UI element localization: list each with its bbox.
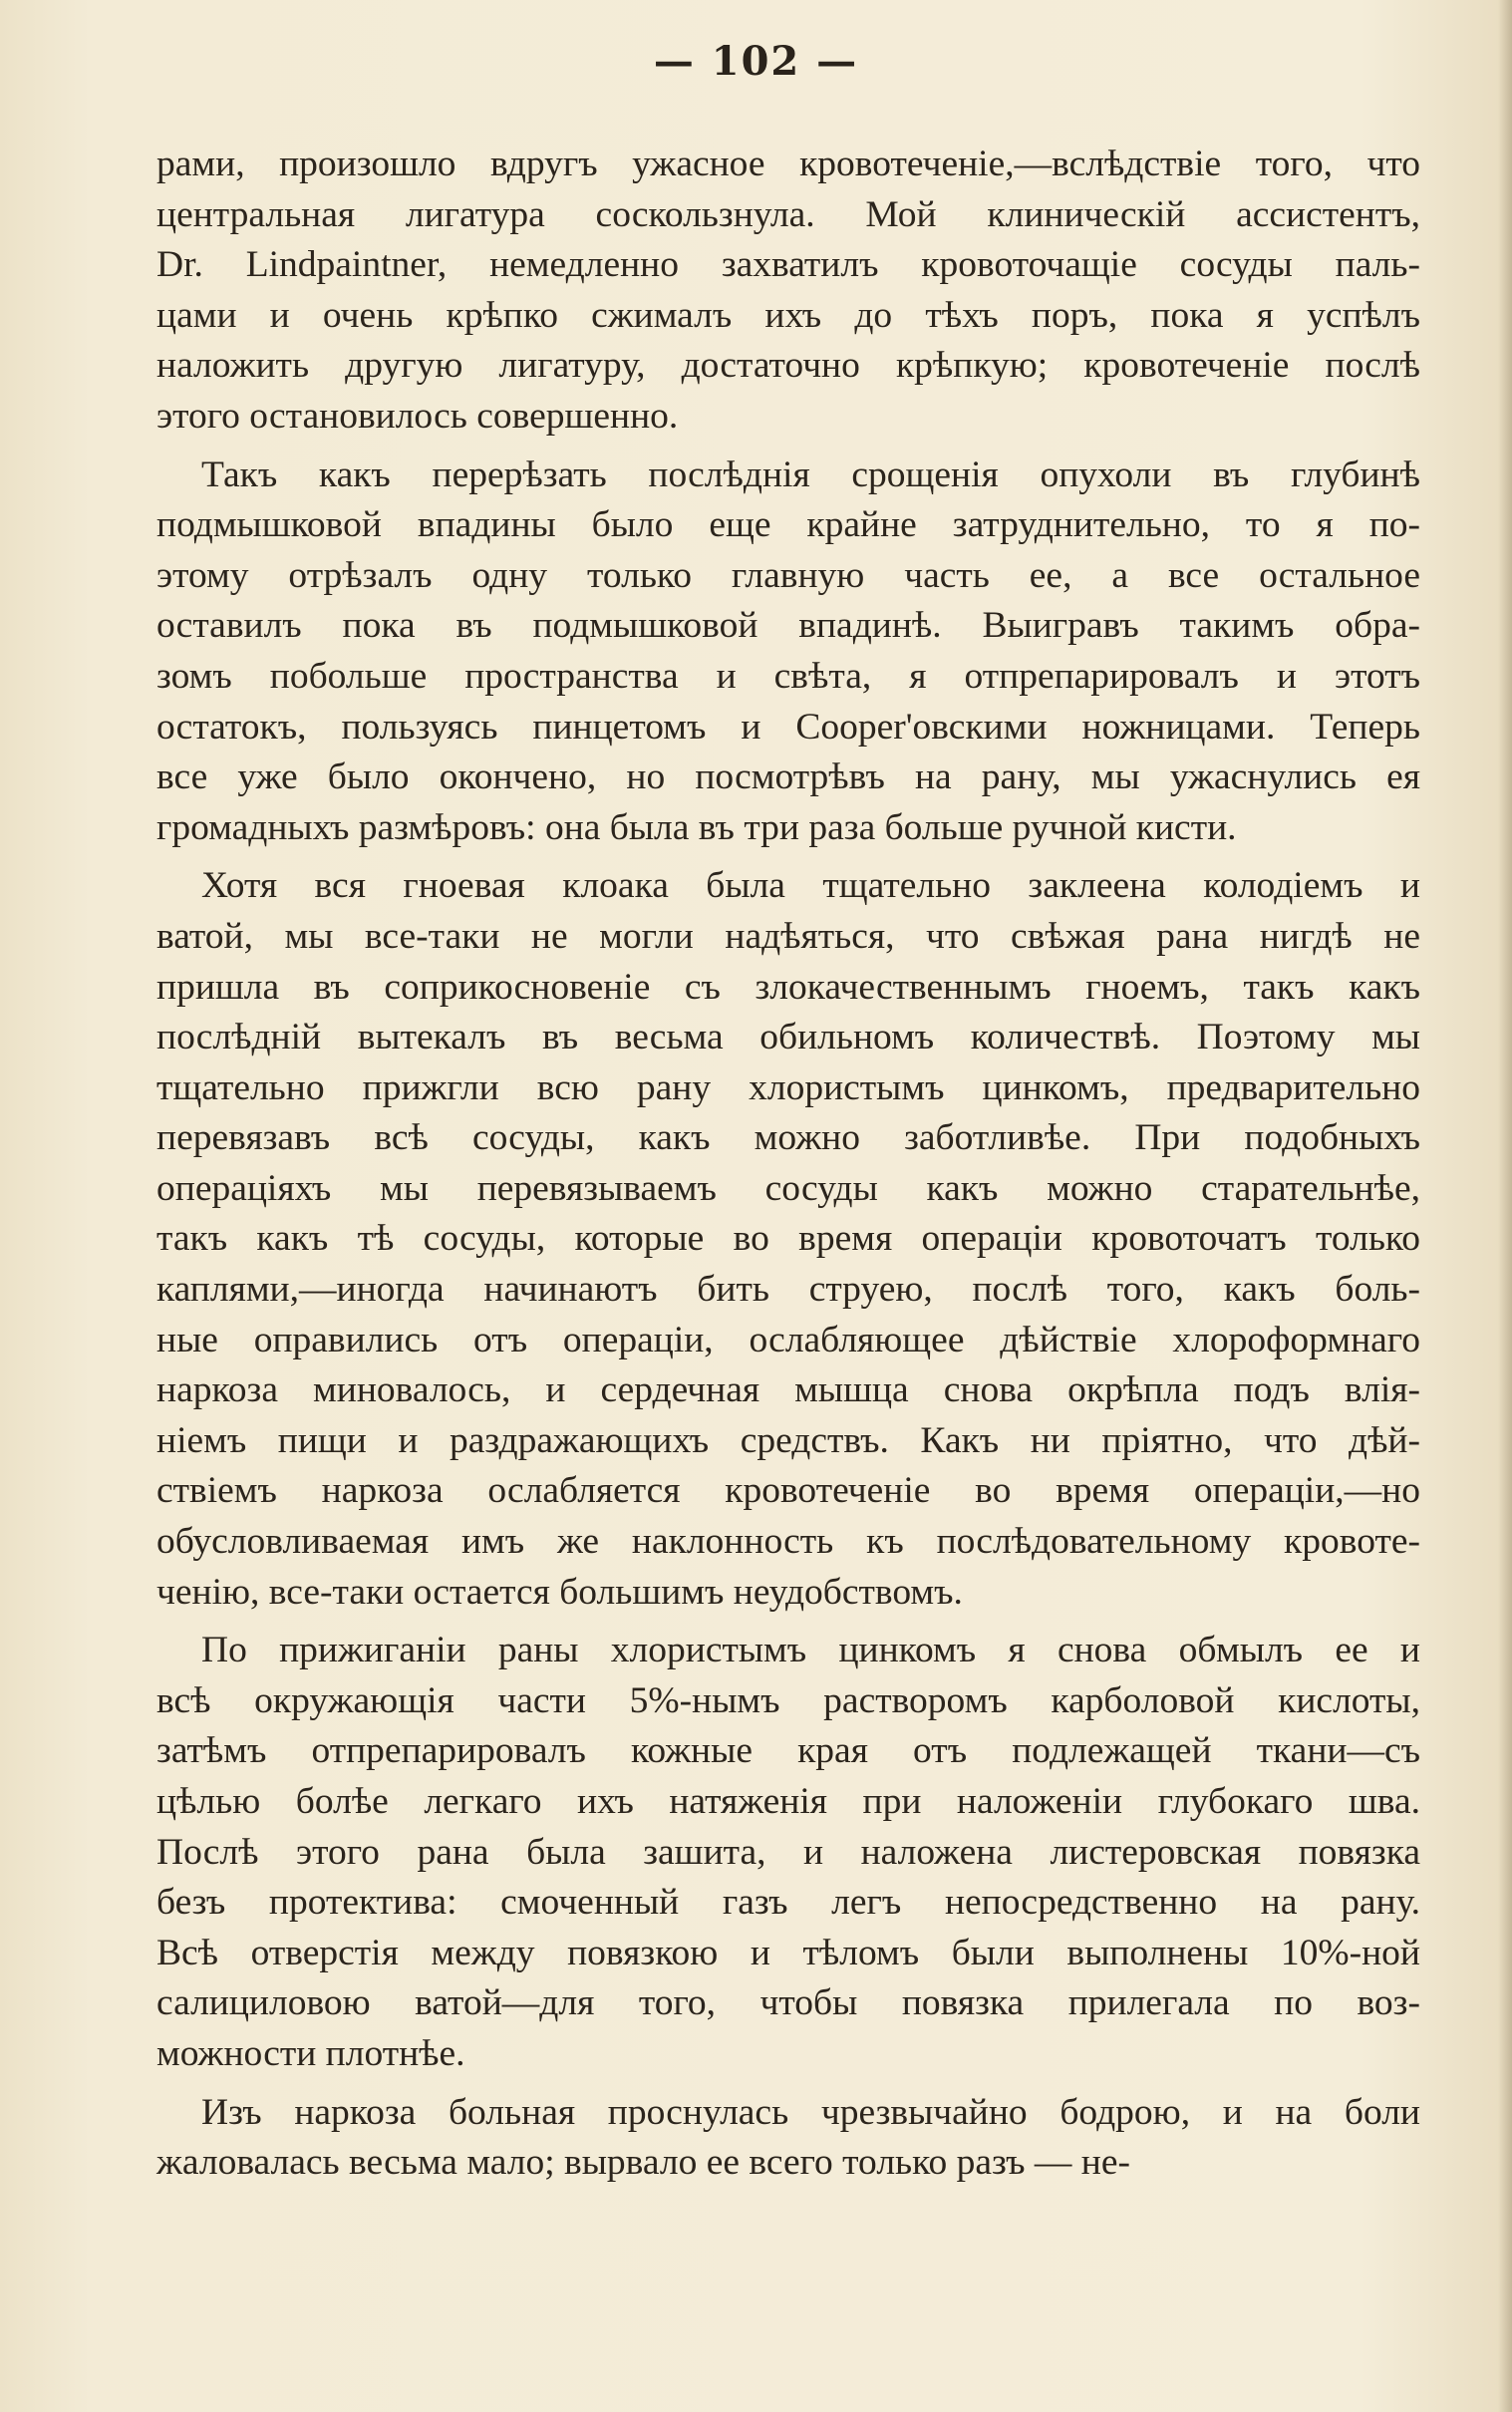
paragraph bbox=[156, 2088, 1420, 2189]
text-line: остатокъ, пользуясь пинцетомъ и Cooper'овскими ножницами. Теперь bbox=[156, 706, 1420, 748]
page-number: — 102 — bbox=[653, 38, 859, 85]
text-line: Послѣ этого рана была зашита, и наложена листеровская повязка bbox=[156, 1831, 1420, 1873]
text-line: ватой, мы все-таки не могли надѣяться, что свѣжая рана нигдѣ не bbox=[156, 915, 1420, 957]
text-line: цѣлью болѣе легкаго ихъ натяженія при наложеніи глубокаго шва. bbox=[156, 1781, 1420, 1822]
text-line: жаловалась весьма мало; вырвало ее всего только разъ — не- bbox=[156, 2142, 1130, 2184]
text-line: Dr. Lindpaintner, немедленно захватилъ кровоточащіе сосуды паль- bbox=[156, 244, 1420, 286]
text-line: громадныхъ размѣровъ: она была въ три раза больше ручной кисти. bbox=[156, 806, 1237, 848]
text-line: центральная лигатура соскользнула. Мой клиническій ассистентъ, bbox=[156, 193, 1420, 235]
text-line: все уже было окончено, но посмотрѣвъ на рану, мы ужаснулись ея bbox=[156, 756, 1420, 798]
text-line: цами и очень крѣпко сжималъ ихъ до тѣхъ поръ, пока я успѣлъ bbox=[156, 294, 1420, 336]
body-text bbox=[156, 140, 1420, 2189]
text-line: зомъ побольше пространства и свѣта, я отпрепарировалъ и этотъ bbox=[156, 655, 1420, 697]
text-line: ные оправились отъ операціи, ослабляющее дѣйствіе хлороформнаго bbox=[156, 1319, 1420, 1360]
text-line: оставилъ пока въ подмышковой впадинѣ. Выигравъ такимъ обра- bbox=[156, 605, 1420, 647]
text-line: обусловливаемая имъ же наклонность къ послѣдовательному кровоте- bbox=[156, 1521, 1420, 1563]
text-line: ніемъ пищи и раздражающихъ средствъ. Какъ ни пріятно, что дѣй- bbox=[156, 1419, 1420, 1461]
text-line: перевязавъ всѣ сосуды, какъ можно заботливѣе. При подобныхъ bbox=[156, 1117, 1420, 1159]
text-line: подмышковой впадины было еще крайне затруднительно, то я по- bbox=[156, 504, 1420, 546]
text-line: Всѣ отверстія между повязкою и тѣломъ были выполнены 10%-ной bbox=[156, 1932, 1420, 1973]
text-line: безъ протектива: смоченный газъ легъ непосредственно на рану. bbox=[156, 1882, 1420, 1924]
text-line: каплями,—иногда начинаютъ бить струею, послѣ того, какъ боль- bbox=[156, 1269, 1420, 1311]
text-line: всѣ окружающія части 5%-нымъ растворомъ карболовой кислоты, bbox=[156, 1679, 1420, 1721]
text-line: Хотя вся гноевая клоака была тщательно заклеена колодіемъ и bbox=[201, 865, 1420, 907]
text-line: ченію, все-таки остается большимъ неудобствомъ. bbox=[156, 1571, 963, 1613]
text-line: ствіемъ наркоза ослабляется кровотеченіе во время операціи,—но bbox=[156, 1470, 1420, 1512]
paragraph-gap bbox=[156, 443, 1420, 451]
text-line: наложить другую лигатуру, достаточно крѣпкую; кровотеченіе послѣ bbox=[156, 345, 1420, 387]
text-line: пришла въ соприкосновеніе съ злокачественнымъ гноемъ, такъ какъ bbox=[156, 966, 1420, 1008]
paragraph bbox=[156, 1626, 1420, 2079]
text-line: затѣмъ отпрепарировалъ кожные края отъ подлежащей ткани—съ bbox=[156, 1730, 1420, 1772]
paragraph bbox=[156, 451, 1420, 854]
text-line: наркоза миновалось, и сердечная мышца снова окрѣпла подъ влія- bbox=[156, 1369, 1420, 1411]
text-line: этому отрѣзалъ одну только главную часть ее, а все остальное bbox=[156, 554, 1420, 596]
text-line: Такъ какъ перерѣзать послѣднія срощенія опухоли въ глубинѣ bbox=[201, 453, 1420, 495]
text-line: такъ какъ тѣ сосуды, которые во время операціи кровоточатъ только bbox=[156, 1218, 1420, 1260]
text-line: рами, произошло вдругъ ужасное кровотеченіе,—вслѣдствіе того, что bbox=[156, 144, 1420, 184]
text-line: Изъ наркоза больная проснулась чрезвычайно бодрою, и на боли bbox=[201, 2091, 1420, 2133]
page-edge-shadow bbox=[1498, 0, 1512, 2412]
paragraph-gap bbox=[156, 1618, 1420, 1626]
text-line: послѣдній вытекалъ въ весьма обильномъ количествѣ. Поэтому мы bbox=[156, 1017, 1420, 1058]
text-line: салициловою ватой—для того, чтобы повязка прилегала по воз- bbox=[156, 1982, 1420, 2024]
text-line: тщательно прижгли всю рану хлористымъ цинкомъ, предварительно bbox=[156, 1066, 1420, 1108]
text-line: По прижиганіи раны хлористымъ цинкомъ я снова обмылъ ее и bbox=[201, 1630, 1420, 1671]
paragraph bbox=[156, 140, 1420, 443]
paragraph-gap bbox=[156, 2080, 1420, 2088]
paragraph-gap bbox=[156, 853, 1420, 861]
text-line: операціяхъ мы перевязываемъ сосуды какъ можно старательнѣе, bbox=[156, 1167, 1420, 1209]
text-line: можности плотнѣе. bbox=[156, 2032, 465, 2074]
text-line: этого остановилось совершенно. bbox=[156, 395, 679, 437]
paragraph bbox=[156, 861, 1420, 1618]
